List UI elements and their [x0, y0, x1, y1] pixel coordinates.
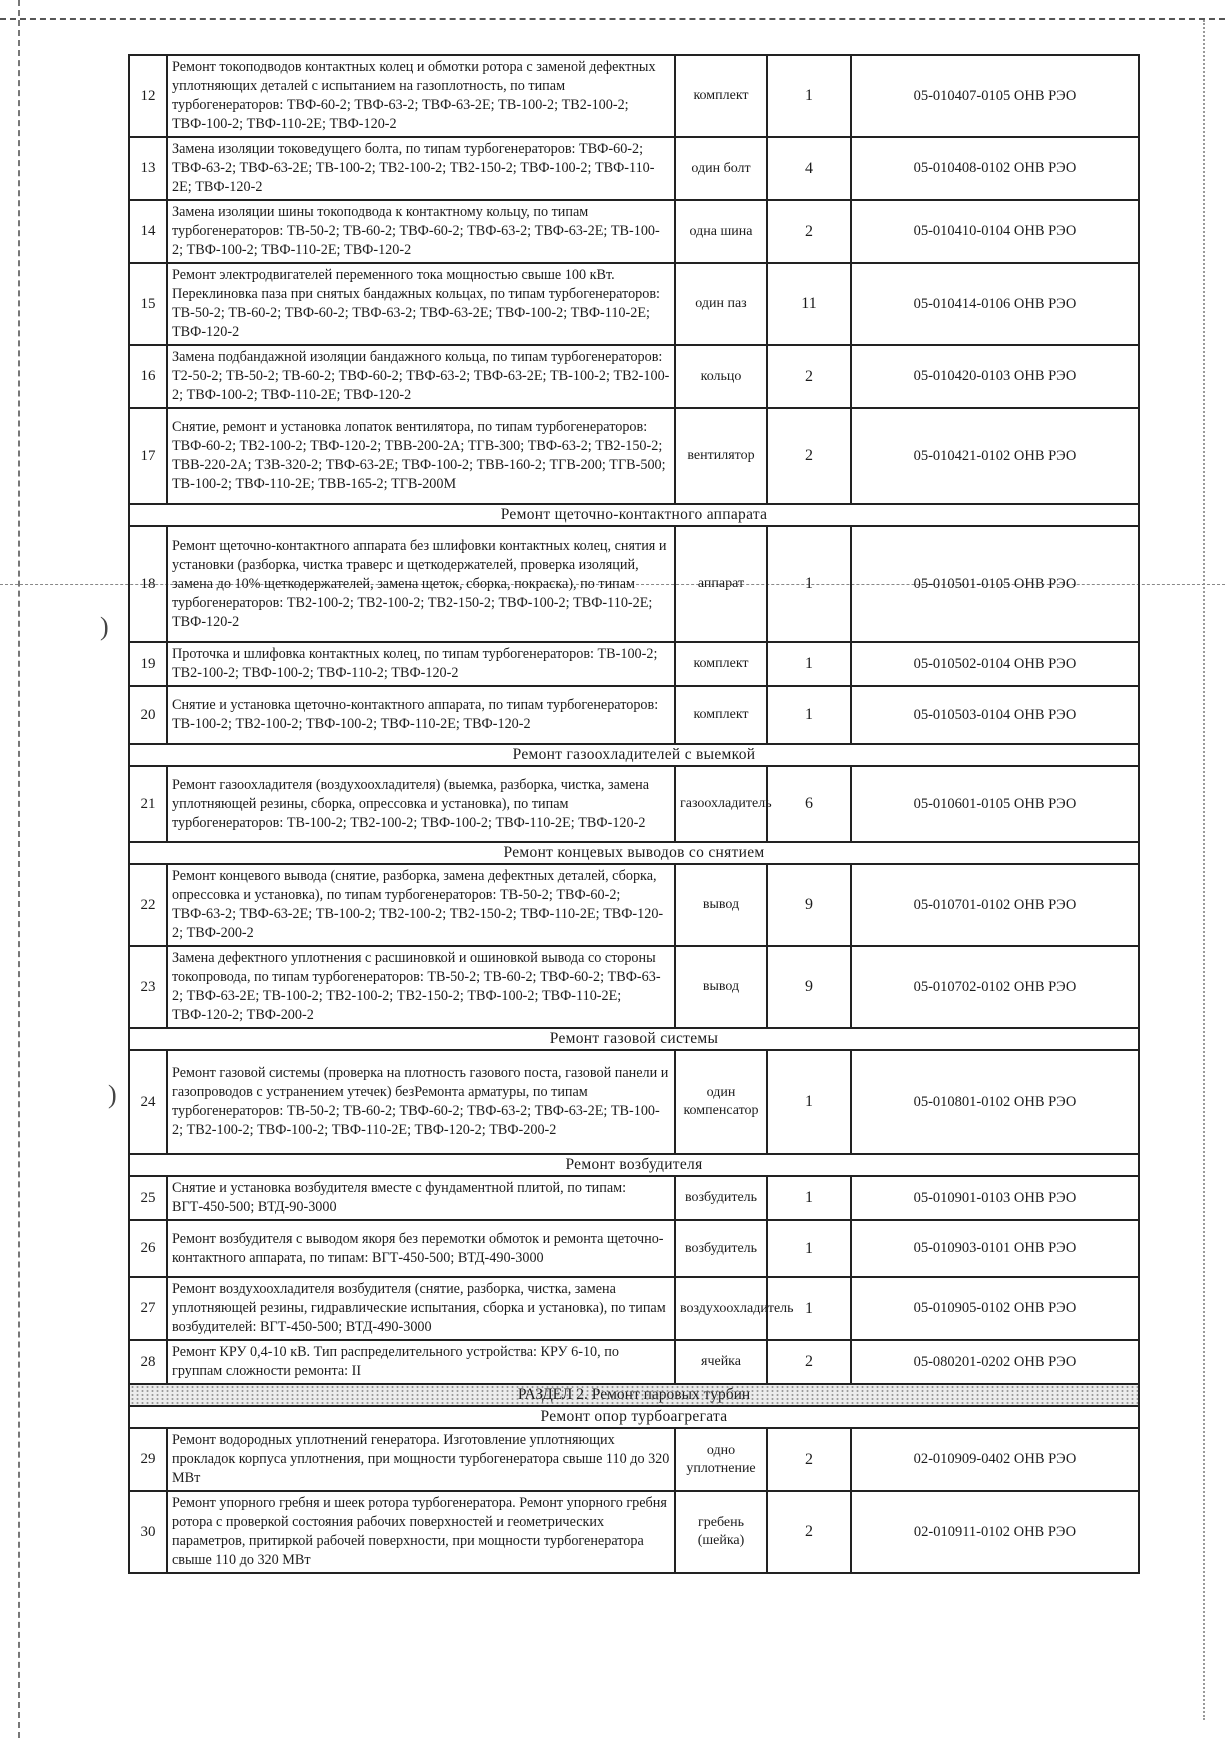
part-heading-row: [129, 1384, 1139, 1406]
quantity: 1: [767, 1176, 851, 1220]
norm-code: 05-010702-0102 ОНВ РЭО: [851, 946, 1139, 1028]
document-page: [128, 54, 1138, 1574]
work-description: Ремонт щеточно-контактного аппарата без шлифовки контактных колец, снятия и установки (разборка, чистка траверс и щеткодержателей, проверка изоляций, замена до 10% щеткодержателей, замена щеток, сборка, покраска), по типам турбогенераторов: ТВ2-100-2; ТВ2-100-2; ТВ2-150-2; ТВФ-100-2; ТВФ-110-2Е; ТВФ-120-2: [167, 526, 675, 642]
row-number: 27: [129, 1277, 167, 1340]
quantity: 2: [767, 1428, 851, 1491]
row-number: 28: [129, 1340, 167, 1384]
work-description: Снятие, ремонт и установка лопаток вентилятора, по типам турбогенераторов: ТВФ-60-2; ТВ2-100-2; ТВФ-120-2; ТВВ-200-2А; ТГВ-300; ТВФ-63-2; ТВ2-150-2; ТВВ-220-2А; ТЗВ-320-2; ТВФ-63-2Е; ТВФ-100-2; ТВВ-160-2; ТГВ-200; ТГВ-500; ТВ-100-2; ТВФ-110-2Е; ТВВ-165-2; ТГВ-200М: [167, 408, 675, 504]
unit-of-measure: комплект: [675, 642, 767, 686]
row-number: 29: [129, 1428, 167, 1491]
norm-code: 05-010905-0102 ОНВ РЭО: [851, 1277, 1139, 1340]
table-row: [129, 408, 1139, 504]
table-row: [129, 200, 1139, 263]
section-heading: Ремонт опор турбоагрегата: [129, 1406, 1139, 1428]
norm-code: 05-010414-0106 ОНВ РЭО: [851, 263, 1139, 345]
table-row: [129, 345, 1139, 408]
norm-code: 05-010410-0104 ОНВ РЭО: [851, 200, 1139, 263]
unit-of-measure: воздухоохладитель: [675, 1277, 767, 1340]
unit-of-measure: один паз: [675, 263, 767, 345]
norm-code: 02-010909-0402 ОНВ РЭО: [851, 1428, 1139, 1491]
unit-of-measure: ячейка: [675, 1340, 767, 1384]
unit-of-measure: возбудитель: [675, 1220, 767, 1277]
table-row: [129, 1176, 1139, 1220]
unit-of-measure: возбудитель: [675, 1176, 767, 1220]
work-description: Ремонт возбудителя с выводом якоря без перемотки обмоток и ремонта щеточно-контактного аппарата, по типам: ВГТ-450-500; ВТД-490-3000: [167, 1220, 675, 1277]
work-description: Ремонт упорного гребня и шеек ротора турбогенератора. Ремонт упорного гребня ротора с проверкой состояния рабочих поверхностей и геометрических параметров, притиркой рабочей поверхности, при мощности турбогенератора свыше 110 до 320 МВт: [167, 1491, 675, 1573]
quantity: 9: [767, 864, 851, 946]
norm-code: 05-010801-0102 ОНВ РЭО: [851, 1050, 1139, 1154]
quantity: 1: [767, 1050, 851, 1154]
norm-code: 05-010407-0105 ОНВ РЭО: [851, 55, 1139, 137]
unit-of-measure: аппарат: [675, 526, 767, 642]
table-row: [129, 1277, 1139, 1340]
section-heading: Ремонт щеточно-контактного аппарата: [129, 504, 1139, 526]
row-number: 17: [129, 408, 167, 504]
work-description: Ремонт воздухоохладителя возбудителя (снятие, разборка, чистка, замена уплотняющей резины, гидравлические испытания, сборка и установка), по типам возбудителей: ВГТ-450-500; ВТД-490-3000: [167, 1277, 675, 1340]
quantity: 2: [767, 1340, 851, 1384]
row-number: 12: [129, 55, 167, 137]
table-row: [129, 1050, 1139, 1154]
quantity: 1: [767, 55, 851, 137]
row-number: 19: [129, 642, 167, 686]
work-description: Замена дефектного уплотнения с расшиновкой и ошиновкой вывода со стороны токопровода, по типам турбогенераторов: ТВ-50-2; ТВ-60-2; ТВФ-60-2; ТВФ-63-2; ТВФ-63-2Е; ТВ-100-2; ТВ2-100-2; ТВ2-150-2; ТВФ-100-2; ТВФ-110-2Е; ТВФ-120-2; ТВФ-200-2: [167, 946, 675, 1028]
unit-of-measure: вывод: [675, 864, 767, 946]
norm-code: 05-010601-0105 ОНВ РЭО: [851, 766, 1139, 842]
table-row: [129, 1491, 1139, 1573]
unit-of-measure: вентилятор: [675, 408, 767, 504]
row-number: 13: [129, 137, 167, 200]
norm-code: 05-010502-0104 ОНВ РЭО: [851, 642, 1139, 686]
quantity: 9: [767, 946, 851, 1028]
row-number: 25: [129, 1176, 167, 1220]
unit-of-measure: комплект: [675, 55, 767, 137]
table-row: [129, 526, 1139, 642]
norm-code: 05-010501-0105 ОНВ РЭО: [851, 526, 1139, 642]
norm-code: 02-010911-0102 ОНВ РЭО: [851, 1491, 1139, 1573]
table-row: [129, 55, 1139, 137]
scan-artifact-top: [0, 18, 1225, 20]
work-description: Замена изоляции шины токоподвода к контактному кольцу, по типам турбогенераторов: ТВ-50-2; ТВ-60-2; ТВФ-60-2; ТВФ-63-2; ТВФ-63-2Е; ТВ-100-2; ТВФ-100-2; ТВФ-110-2Е; ТВФ-120-2: [167, 200, 675, 263]
work-description: Ремонт газовой системы (проверка на плотность газового поста, газовой панели и газопроводов с устранением утечек) безРемонта арматуры, по типам турбогенераторов: ТВ-50-2; ТВ-60-2; ТВФ-60-2; ТВФ-63-2; ТВФ-63-2Е; ТВ-100-2; ТВ2-100-2; ТВФ-100-2; ТВФ-110-2Е; ТВФ-120-2; ТВФ-200-2: [167, 1050, 675, 1154]
norm-code: 05-010903-0101 ОНВ РЭО: [851, 1220, 1139, 1277]
table-row: [129, 946, 1139, 1028]
row-number: 21: [129, 766, 167, 842]
work-description: Ремонт газоохладителя (воздухоохладителя) (выемка, разборка, чистка, замена уплотняющей резины, сборка, опрессовка и установка), по типам турбогенераторов: ТВ-100-2; ТВ2-100-2; ТВФ-100-2; ТВФ-110-2Е; ТВФ-120-2: [167, 766, 675, 842]
quantity: 2: [767, 345, 851, 408]
row-number: 15: [129, 263, 167, 345]
norm-code: 05-010901-0103 ОНВ РЭО: [851, 1176, 1139, 1220]
work-description: Ремонт концевого вывода (снятие, разборка, замена дефектных деталей, сборка, опрессовка и установка), по типам турбогенераторов: ТВ-50-2; ТВФ-60-2; ТВФ-63-2; ТВФ-63-2Е; ТВ-100-2; ТВ2-100-2; ТВ2-150-2; ТВФ-110-2Е; ТВФ-120-2; ТВФ-200-2: [167, 864, 675, 946]
table-row: [129, 1428, 1139, 1491]
table-row: [129, 864, 1139, 946]
unit-of-measure: один компенсатор: [675, 1050, 767, 1154]
section-heading: Ремонт газоохладителей с выемкой: [129, 744, 1139, 766]
norm-code: 05-010420-0103 ОНВ РЭО: [851, 345, 1139, 408]
section-heading: Ремонт возбудителя: [129, 1154, 1139, 1176]
part-heading: РАЗДЕЛ 2. Ремонт паровых турбин: [129, 1384, 1139, 1406]
quantity: 1: [767, 1277, 851, 1340]
norm-code: 05-010701-0102 ОНВ РЭО: [851, 864, 1139, 946]
quantity: 1: [767, 642, 851, 686]
quantity: 1: [767, 686, 851, 744]
quantity: 6: [767, 766, 851, 842]
quantity: 1: [767, 526, 851, 642]
row-number: 18: [129, 526, 167, 642]
unit-of-measure: комплект: [675, 686, 767, 744]
quantity: 1: [767, 1220, 851, 1277]
unit-of-measure: одна шина: [675, 200, 767, 263]
unit-of-measure: один болт: [675, 137, 767, 200]
row-number: 16: [129, 345, 167, 408]
norm-code: 05-080201-0202 ОНВ РЭО: [851, 1340, 1139, 1384]
row-number: 14: [129, 200, 167, 263]
quantity: 11: [767, 263, 851, 345]
scan-artifact-left: [18, 0, 20, 1738]
unit-of-measure: газоохладитель: [675, 766, 767, 842]
work-description: Ремонт водородных уплотнений генератора. Изготовление уплотняющих прокладок корпуса уплотнения, при мощности турбогенератора свыше 110 до 320 МВт: [167, 1428, 675, 1491]
work-description: Замена подбандажной изоляции бандажного кольца, по типам турбогенераторов: Т2-50-2; ТВ-50-2; ТВ-60-2; ТВФ-60-2; ТВФ-63-2; ТВФ-63-2Е; ТВ-100-2; ТВ2-100-2; ТВФ-100-2; ТВФ-110-2Е; ТВФ-120-2: [167, 345, 675, 408]
work-description: Проточка и шлифовка контактных колец, по типам турбогенераторов: ТВ-100-2; ТВ2-100-2; ТВФ-100-2; ТВФ-110-2; ТВФ-120-2: [167, 642, 675, 686]
section-heading: Ремонт газовой системы: [129, 1028, 1139, 1050]
work-description: Замена изоляции токоведущего болта, по типам турбогенераторов: ТВФ-60-2; ТВФ-63-2; ТВФ-63-2Е; ТВ-100-2; ТВ2-100-2; ТВ2-150-2; ТВФ-100-2; ТВФ-110-2Е; ТВФ-120-2: [167, 137, 675, 200]
table-row: [129, 137, 1139, 200]
punch-hole-mark: ): [100, 612, 109, 641]
section-heading-row: [129, 744, 1139, 766]
table-row: [129, 1340, 1139, 1384]
work-description: Ремонт КРУ 0,4-10 кВ. Тип распределительного устройства: КРУ 6-10, по группам сложности ремонта: II: [167, 1340, 675, 1384]
section-heading-row: [129, 1028, 1139, 1050]
work-description: Снятие и установка возбудителя вместе с фундаментной плитой, по типам: ВГТ-450-500; ВТД-90-3000: [167, 1176, 675, 1220]
work-description: Снятие и установка щеточно-контактного аппарата, по типам турбогенераторов: ТВ-100-2; ТВ2-100-2; ТВФ-100-2; ТВФ-110-2Е; ТВФ-120-2: [167, 686, 675, 744]
work-description: Ремонт электродвигателей переменного тока мощностью свыше 100 кВт. Переклиновка паза при снятых бандажных кольцах, по типам турбогенераторов: ТВ-50-2; ТВ-60-2; ТВФ-60-2; ТВФ-63-2; ТВФ-63-2Е; ТВФ-100-2; ТВФ-110-2Е; ТВФ-120-2: [167, 263, 675, 345]
quantity: 2: [767, 1491, 851, 1573]
scan-artifact-right: [1203, 20, 1211, 1720]
row-number: 24: [129, 1050, 167, 1154]
table-row: [129, 766, 1139, 842]
quantity: 4: [767, 137, 851, 200]
section-heading-row: [129, 842, 1139, 864]
unit-of-measure: одно уплотнение: [675, 1428, 767, 1491]
section-heading-row: [129, 1406, 1139, 1428]
punch-hole-mark: ): [108, 1080, 117, 1109]
work-description: Ремонт токоподводов контактных колец и обмотки ротора с заменой дефектных уплотняющих деталей с испытанием на газоплотность, по типам турбогенераторов: ТВФ-60-2; ТВФ-63-2; ТВФ-63-2Е; ТВ-100-2; ТВ2-100-2; ТВФ-100-2; ТВФ-110-2Е; ТВФ-120-2: [167, 55, 675, 137]
table-row: [129, 1220, 1139, 1277]
norm-code: 05-010503-0104 ОНВ РЭО: [851, 686, 1139, 744]
row-number: 23: [129, 946, 167, 1028]
unit-of-measure: вывод: [675, 946, 767, 1028]
section-heading: Ремонт концевых выводов со снятием: [129, 842, 1139, 864]
table-row: [129, 263, 1139, 345]
row-number: 30: [129, 1491, 167, 1573]
row-number: 20: [129, 686, 167, 744]
norm-code: 05-010408-0102 ОНВ РЭО: [851, 137, 1139, 200]
unit-of-measure: гребень (шейка): [675, 1491, 767, 1573]
section-heading-row: [129, 1154, 1139, 1176]
quantity: 2: [767, 408, 851, 504]
norm-code: 05-010421-0102 ОНВ РЭО: [851, 408, 1139, 504]
section-heading-row: [129, 504, 1139, 526]
row-number: 26: [129, 1220, 167, 1277]
work-items-table: [128, 54, 1140, 1574]
table-row: [129, 686, 1139, 744]
row-number: 22: [129, 864, 167, 946]
table-row: [129, 642, 1139, 686]
unit-of-measure: кольцо: [675, 345, 767, 408]
quantity: 2: [767, 200, 851, 263]
